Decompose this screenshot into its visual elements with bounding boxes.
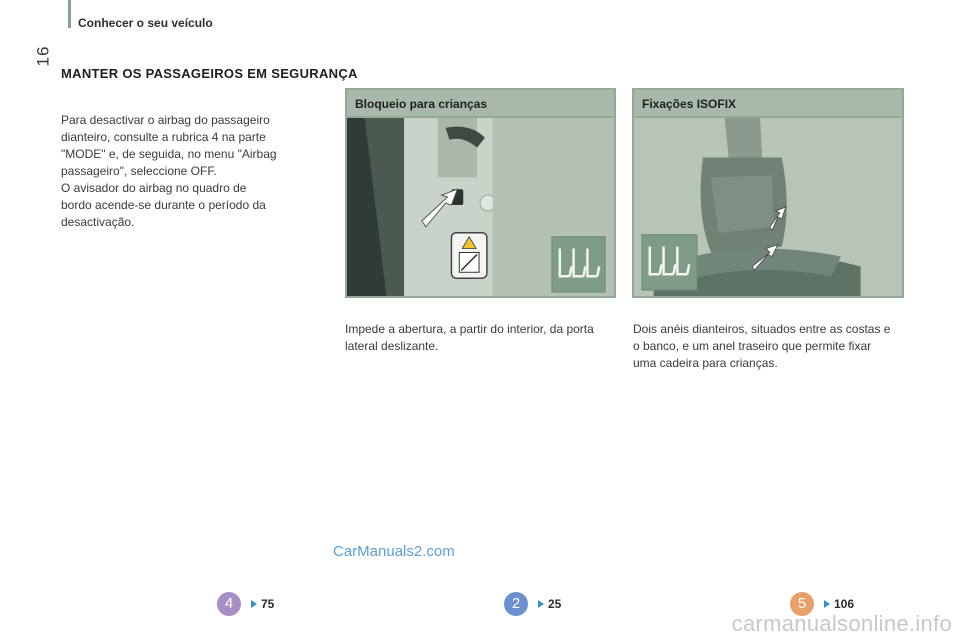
footer-watermark: carmanualsonline.info bbox=[731, 611, 952, 636]
side-accent-bar bbox=[68, 0, 71, 28]
chapter-badge: 2 bbox=[504, 592, 528, 616]
intro-line: Para desactivar o airbag do passageiro bbox=[61, 113, 270, 127]
isofix-panel bbox=[632, 88, 904, 298]
isofix-panel-title: Fixações ISOFIX bbox=[634, 90, 902, 118]
page-number: 16 bbox=[33, 45, 53, 67]
play-arrow-icon bbox=[251, 600, 257, 608]
intro-line: O avisador do airbag no quadro de bbox=[61, 181, 247, 195]
child-seat-icon bbox=[552, 237, 605, 292]
play-arrow-icon bbox=[538, 600, 544, 608]
intro-line: bordo acende-se durante o período da bbox=[61, 198, 266, 212]
isofix-illustration bbox=[634, 118, 902, 296]
intro-line: dianteiro, consulte a rubrica 4 na parte bbox=[61, 130, 266, 144]
reference-page-number: 25 bbox=[548, 597, 562, 611]
intro-paragraph bbox=[61, 112, 316, 231]
chapter-badge: 4 bbox=[217, 592, 241, 616]
watermark-text: CarManuals2.com bbox=[333, 543, 455, 560]
child-lock-warning-icon bbox=[451, 233, 486, 278]
child-lock-panel bbox=[345, 88, 616, 298]
reference-page-number: 75 bbox=[261, 597, 275, 611]
reference-page-number: 106 bbox=[834, 597, 855, 611]
intro-line: "MODE" e, de seguida, no menu "Airbag bbox=[61, 147, 277, 161]
intro-line: desactivação. bbox=[61, 215, 135, 229]
child-lock-panel-title: Bloqueio para crianças bbox=[347, 90, 614, 118]
chapter-badge: 5 bbox=[790, 592, 814, 616]
child-lock-caption: Impede a abertura, a partir do interior, da porta lateral deslizante. bbox=[345, 322, 594, 353]
page-reference-link[interactable] bbox=[217, 592, 274, 616]
child-lock-illustration bbox=[347, 118, 614, 296]
section-title: MANTER OS PASSAGEIROS EM SEGURANÇA bbox=[61, 66, 358, 81]
intro-line: passageiro", seleccione OFF. bbox=[61, 164, 217, 178]
chapter-title: Conhecer o seu veículo bbox=[78, 16, 213, 30]
isofix-caption: Dois anéis dianteiros, situados entre as costas e o banco, e um anel traseiro que permite fixar uma cadeira para crianças. bbox=[633, 322, 891, 370]
play-arrow-icon bbox=[824, 600, 830, 608]
child-seat-icon bbox=[642, 235, 697, 290]
page-reference-link[interactable] bbox=[504, 592, 561, 616]
